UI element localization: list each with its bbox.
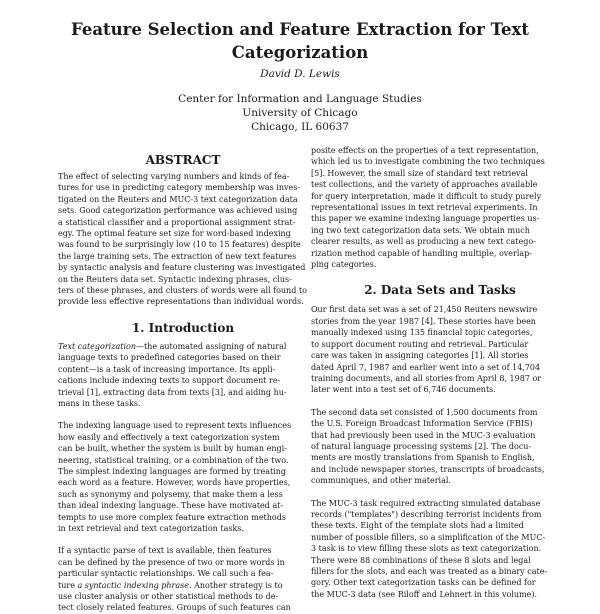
text-line: clearer results, as well as producing a new text catego-: [311, 237, 536, 247]
text-line: If a syntactic parse of text is available, then features: [58, 546, 272, 556]
text-line: tures for use in predicting category membership was inves-: [58, 183, 301, 193]
text-line: The second data set consisted of 1,500 documents from: [311, 407, 538, 417]
text-line: representational issues in text retrieval experiments. In: [311, 203, 538, 213]
text-line-pre: ture: [58, 580, 78, 590]
text-line: mans in these tasks.: [58, 398, 141, 408]
term-emphasis: a syntactic indexing phrase.: [77, 580, 192, 590]
section-2-paragraph-2: [311, 407, 569, 487]
text-line: egy. The optimal feature set size for word-based indexing: [58, 229, 291, 239]
affiliation-line: Center for Information and Language Studies: [178, 93, 422, 105]
text-line: [58, 341, 308, 352]
term-emphasis: Text categorization: [58, 341, 136, 351]
text-line: the U.S. Foreign Broadcast Information Service (FBIS): [311, 419, 533, 429]
text-line: manually indexed using 135 financial topic categories,: [311, 328, 533, 338]
text-line: such as synonymy and polysemy, that make them a less: [58, 489, 283, 499]
text-line: fillers for the slots, and each was treated as a binary cate-: [311, 567, 548, 576]
intro-paragraph-2: [58, 420, 308, 534]
intro-paragraph-1: [58, 341, 308, 409]
left-column: [58, 152, 308, 614]
text-line: test collections, and the variety of approaches available: [311, 180, 538, 190]
text-line: trieval [1], extracting data from texts [3], and aiding hu-: [58, 387, 287, 397]
introduction-heading: 1. Introduction: [131, 320, 235, 335]
text-line: the MUC-3 data (see Riloff and Lehnert in this volume).: [311, 589, 537, 599]
text-line: can be built, whether the system is built by human engi-: [58, 444, 287, 454]
affiliation-line: Chicago, IL 60637: [251, 121, 349, 133]
text-line: The indexing language used to represent texts influences: [58, 421, 292, 431]
text-line: records ("templates") describing terrorist incidents from: [311, 509, 542, 519]
paper-author: David D. Lewis: [260, 68, 340, 80]
paper-affiliation: [100, 92, 500, 134]
text-line: which led us to investigate combining the two techniques: [311, 157, 545, 167]
text-line: Our first data set was a set of 21,450 Reuters newswire: [311, 305, 538, 315]
text-line: gory. Other text categorization tasks can be defined for: [311, 578, 536, 588]
text-line: number of possible fillers, so a simplification of the MUC-: [311, 532, 546, 542]
text-line: language texts to predefined categories based on their: [58, 353, 281, 363]
text-line: for query interpretation, made it difficult to study purely: [311, 191, 542, 201]
text-line-rest: —the automated assigning of natural: [135, 341, 287, 351]
text-line: to support document routing and retrieval. Particular: [311, 339, 529, 349]
text-line: particular syntactic relationships. We call such a fea-: [58, 569, 274, 579]
text-line: later went into a test set of 6,746 documents.: [311, 385, 496, 395]
abstract-heading: ABSTRACT: [145, 153, 221, 167]
intro-paragraph-3: [58, 545, 308, 613]
section-2-paragraph-3: [311, 498, 569, 601]
text-line: The simplest indexing languages are formed by treating: [58, 466, 287, 476]
text-line: [5]. However, the small size of standard text retrieval: [311, 168, 528, 178]
text-line: communiques, and other material.: [311, 476, 451, 486]
text-line: care was taken in assigning categories [1]. All stories: [311, 351, 529, 361]
text-line: how easily and effectively a text categorization system: [58, 432, 280, 442]
text-line-post: Another strategy is to: [191, 580, 283, 590]
text-line: use cluster analysis or other statistical methods to de-: [58, 592, 279, 601]
paper-title-line: Categorization: [231, 43, 369, 62]
text-line: and include newspaper stories, transcripts of broadcasts,: [311, 464, 545, 474]
text-line: [58, 580, 308, 591]
text-line: 3 task is to view filling these slots as text categorization.: [311, 544, 542, 554]
text-line: sets. Good categorization performance was achieved using: [58, 206, 298, 216]
text-line: than ideal indexing language. These have motivated at-: [58, 501, 284, 511]
text-line: The effect of selecting varying numbers and kinds of fea-: [58, 172, 290, 181]
text-line: ping categories.: [311, 260, 377, 270]
text-line: the large training sets. The extraction of new text features: [58, 251, 297, 261]
section-2-paragraph-1: [311, 304, 569, 395]
text-line: of natural language processing systems [2]. The docu-: [311, 441, 532, 451]
right-column: [311, 146, 569, 600]
text-line: There were 88 combinations of these 8 slots and legal: [311, 555, 531, 565]
text-line: rization method capable of handling multiple, overlap-: [311, 248, 532, 258]
text-line: cations include indexing texts to support document re-: [58, 376, 281, 386]
text-line: ters of these phrases, and clusters of words were all found to: [58, 286, 307, 296]
section-2-heading: 2. Data Sets and Tasks: [364, 283, 516, 298]
text-line: each word as a feature. However, words have properties,: [58, 478, 291, 488]
text-line: these texts. Eight of the template slots had a limited: [311, 521, 524, 531]
text-line: stories from the year 1987 [4]. These stories have been: [311, 316, 536, 326]
text-line: neering, statistical training, or a combination of the two.: [58, 455, 289, 465]
text-line: training documents, and all stories from April 8, 1987 or: [311, 373, 542, 383]
paper-title: [70, 18, 530, 64]
text-line: this paper we examine indexing language properties us-: [311, 214, 540, 224]
text-line: The MUC-3 task required extracting simulated database: [311, 498, 541, 508]
text-line: provide less effective representations than individual words.: [58, 297, 304, 307]
text-line: in text retrieval and text categorization tasks.: [58, 523, 244, 533]
text-line: ments are mostly translations from Spanish to English,: [311, 453, 535, 463]
text-line: ing two text categorization data sets. We obtain much: [311, 225, 530, 235]
text-line: tect closely related features. Groups of such features can: [58, 603, 291, 613]
abstract-paragraph: [58, 171, 308, 308]
text-line: a statistical classifier and a proportional assignment strat-: [58, 217, 296, 227]
affiliation-line: University of Chicago: [242, 107, 358, 119]
text-line: dated April 7, 1987 and earlier went into a set of 14,704: [311, 362, 541, 372]
text-line: can be defined by the presence of two or more words in: [58, 557, 285, 567]
text-line: tempts to use more complex feature extraction methods: [58, 512, 286, 522]
text-line: on the Reuters data set. Syntactic indexing phrases, clus-: [58, 274, 292, 284]
text-line: was found to be surprisingly low (10 to 15 features) despite: [58, 240, 301, 250]
text-line: by syntactic analysis and feature clustering was investigated: [58, 263, 306, 273]
text-line: posite effects on the properties of a text representation,: [311, 146, 539, 155]
continued-paragraph: [311, 145, 569, 270]
text-line: content—is a task of increasing importance. Its appli-: [58, 364, 276, 374]
paper-title-line: Feature Selection and Feature Extraction for Text: [71, 20, 529, 39]
text-line: tigated on the Reuters and MUC-3 text categorization data: [58, 194, 298, 204]
text-line: that had previously been used in the MUC-3 evaluation: [311, 430, 536, 440]
